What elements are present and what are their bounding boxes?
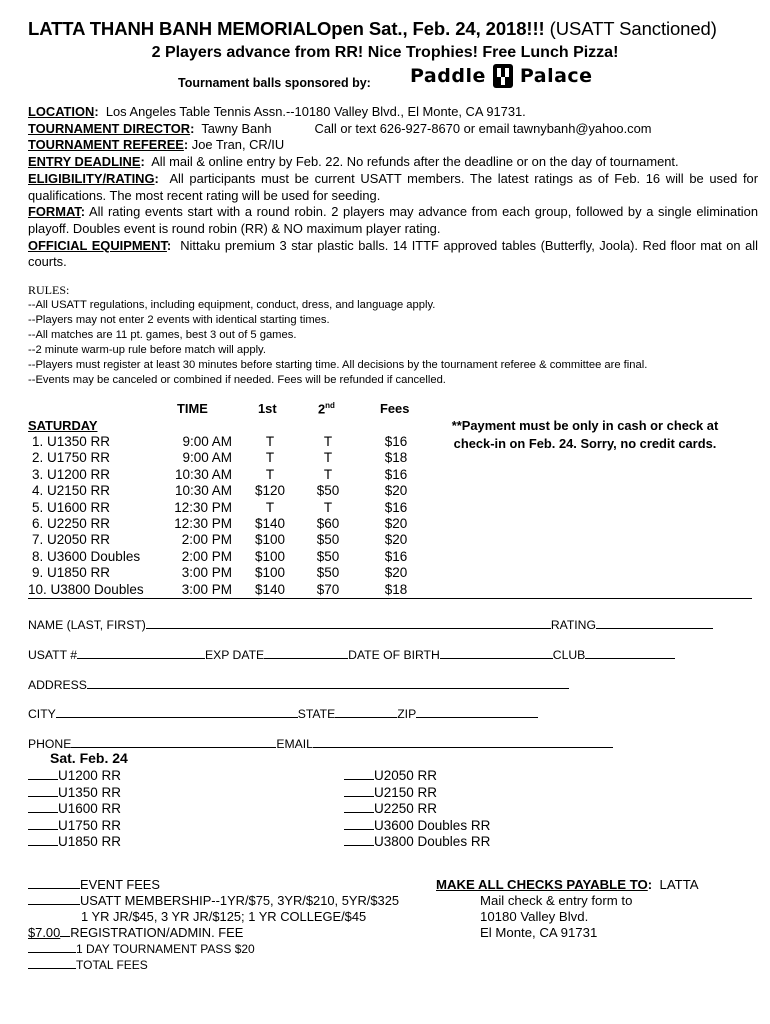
eligibility-label: ELIGIBILITY/RATING [28, 170, 155, 186]
second-prize: $50 [316, 483, 340, 499]
event-choice-label: U3800 Doubles RR [374, 834, 491, 849]
logo-text-left: Paddle [410, 65, 486, 87]
col-second-base: 2 [318, 401, 326, 417]
first-prize: $140 [254, 581, 286, 597]
payment-note-line: **Payment must be only in cash or check at [451, 418, 719, 433]
event-choice-label: U1200 RR [58, 768, 122, 783]
first-prize: T [265, 434, 275, 449]
payable-to-heading: MAKE ALL CHECKS PAYABLE TO [436, 877, 648, 892]
deadline-label: ENTRY DEADLINE [28, 154, 141, 170]
first-prize: $120 [254, 483, 286, 499]
first-prize: $100 [254, 565, 286, 581]
event-checkbox[interactable] [344, 834, 374, 846]
membership-label: USATT MEMBERSHIP--1YR/$75, 3YR/$210, 5YR/$325 [80, 893, 400, 908]
first-prize: T [265, 499, 275, 515]
deadline-line: ENTRY DEADLINE: All mail & online entry by Feb. 22. No refunds after the deadline or on the day of tournament. [28, 154, 679, 170]
exp-date-label: EXP DATE [205, 648, 265, 662]
second-prize: T [323, 499, 333, 515]
eligibility-value: All participants must be current USATT members. The latest ratings as of Feb. 16 will be used for qualifications. The most recent rating will be used for seeding. [28, 170, 758, 203]
event-fee: $16 [384, 499, 408, 515]
phone-field[interactable] [71, 736, 276, 748]
second-prize: T [323, 466, 333, 482]
admin-fee-row [28, 925, 399, 941]
rules-section [28, 283, 647, 388]
day-pass-row [28, 941, 399, 957]
sponsor-label: Tournament balls sponsored by: [178, 76, 371, 90]
first-prize: $100 [254, 532, 286, 548]
event-name: 7. U2050 RR [32, 532, 111, 548]
referee-line: TOURNAMENT REFEREE: Joe Tran, CR/IU [28, 137, 285, 153]
first-prize: T [265, 466, 275, 482]
second-prize: $50 [316, 532, 340, 548]
location-line: LOCATION: Los Angeles Table Tennis Assn.--10180 Valley Blvd., El Monte, CA 91731. [28, 104, 526, 119]
event-checkbox[interactable] [344, 801, 374, 813]
event-second-prize-column [306, 434, 350, 598]
admin-fee-underline [60, 925, 70, 937]
event-time: 2:00 PM [181, 548, 232, 564]
event-name: 3. U1200 RR [32, 466, 111, 482]
rule-item: --2 minute warm-up rule before match will apply. [28, 344, 266, 356]
format-line: FORMAT: All rating events start with a round robin. 2 players may advance from each group, followed by a single elimination playoff. Doubles event is round robin (RR) & NO maximum player rating. [28, 204, 758, 236]
membership-row [28, 893, 399, 909]
event-time: 9:00 AM [182, 434, 232, 449]
event-checkbox[interactable] [28, 834, 58, 846]
state-field[interactable] [335, 706, 397, 718]
event-choice[interactable] [344, 768, 490, 785]
col-fees-header: Fees [380, 401, 410, 416]
paddle-logo-icon [492, 63, 514, 89]
paddle-palace-logo [410, 62, 593, 90]
event-checkbox[interactable] [28, 801, 58, 813]
city-label: CITY [28, 707, 56, 721]
event-name: 2. U1750 RR [32, 450, 111, 466]
usatt-label: USATT # [28, 648, 77, 662]
membership-row-2: 1 YR JR/$45, 3 YR JR/$125; 1 YR COLLEGE/$45 [81, 909, 367, 924]
membership-field[interactable] [28, 893, 80, 905]
mail-instruction: Mail check & entry form to [480, 893, 633, 908]
event-fee: $18 [384, 450, 408, 466]
mail-address-2: El Monte, CA 91731 [480, 925, 598, 940]
payment-note [430, 417, 740, 453]
equipment-value: Nittaku premium 3 star plastic balls. 14 ITTF approved tables (Butterfly, Joola). Red floor mat on all courts. [28, 237, 759, 270]
event-choice-label: U3600 Doubles RR [374, 817, 491, 833]
first-prize: T [265, 450, 275, 466]
admin-fee-amount: $7.00 [28, 925, 61, 940]
event-choice[interactable] [28, 818, 121, 835]
director-label: TOURNAMENT DIRECTOR [28, 120, 191, 136]
event-fee: $18 [384, 581, 408, 597]
payment-info [436, 877, 699, 941]
name-field[interactable] [146, 617, 491, 629]
dob-field[interactable] [440, 647, 553, 659]
rule-item: --All USATT regulations, including equipment, conduct, dress, and language apply. [28, 299, 436, 311]
event-name: 9. U1850 RR [32, 565, 111, 581]
event-fee: $20 [384, 483, 408, 499]
event-choice-label: U1850 RR [58, 834, 122, 849]
address-field[interactable] [87, 677, 569, 689]
event-time: 10:30 AM [174, 466, 232, 482]
rating-field[interactable] [596, 617, 713, 629]
event-first-prize-column [248, 434, 292, 598]
phone-label: PHONE [28, 737, 72, 751]
subtitle: 2 Players advance from RR! Nice Trophies! Free Lunch Pizza! [151, 44, 619, 61]
total-fees-field[interactable] [28, 957, 76, 969]
phone-row [28, 736, 613, 751]
title-main: LATTA THANH BANH MEMORIALOpen Sat., Feb. 24, 2018!!! [28, 18, 550, 39]
event-time: 2:00 PM [181, 532, 232, 548]
rule-item: --Players must register at least 30 minutes before starting time. All decisions by the tournament referee & committee are final. [28, 359, 648, 371]
address-label: ADDRESS [28, 678, 87, 692]
col-second-header [318, 401, 335, 416]
event-time: 3:00 PM [181, 581, 232, 597]
rule-item: --Events may be canceled or combined if needed. Fees will be refunded if cancelled. [28, 374, 446, 386]
total-fees-label: TOTAL FEES [76, 958, 148, 972]
admin-fee-label: REGISTRATION/ADMIN. FEE [70, 925, 244, 940]
col-first-header: 1st [258, 401, 277, 416]
event-fees-row [28, 877, 399, 893]
event-fee-column [376, 434, 416, 598]
entry-left-list [28, 768, 121, 851]
event-fee: $16 [384, 466, 408, 482]
event-fee: $20 [384, 565, 408, 581]
event-choice[interactable] [344, 785, 490, 802]
event-fee: $20 [384, 516, 408, 532]
title-sanction: (USATT Sanctioned) [549, 18, 717, 39]
event-choice[interactable] [344, 801, 490, 818]
logo-text-right: Palace [519, 65, 593, 87]
payable-to-row: MAKE ALL CHECKS PAYABLE TO: LATTA [436, 877, 699, 892]
fees-section [28, 877, 399, 973]
event-fees-field[interactable] [28, 877, 80, 889]
event-name: 6. U2250 RR [32, 516, 111, 532]
total-fees-row [28, 957, 399, 973]
event-choice-label: U1350 RR [58, 784, 122, 800]
event-checkbox[interactable] [28, 818, 58, 830]
event-time: 12:30 PM [174, 516, 232, 532]
equipment-label: OFFICIAL EQUIPMENT [28, 237, 167, 253]
event-name: 10. U3800 Doubles [28, 581, 144, 597]
club-field[interactable] [585, 647, 675, 659]
equipment-line: OFFICIAL EQUIPMENT: Nittaku premium 3 star plastic balls. 14 ITTF approved tables (Butterfly, Joola). Red floor mat on all courts. [28, 237, 759, 270]
club-label: CLUB [552, 648, 586, 662]
format-label: FORMAT [28, 204, 81, 220]
event-time: 10:30 AM [174, 483, 232, 499]
second-prize: T [323, 450, 333, 466]
second-prize: $50 [316, 548, 340, 564]
event-fee: $20 [384, 532, 408, 548]
name-label: NAME (LAST, FIRST) [28, 618, 146, 632]
event-choice-label: U1750 RR [58, 817, 122, 833]
event-choice[interactable] [28, 801, 121, 818]
mail-address-1: 10180 Valley Blvd. [480, 909, 589, 924]
event-choice-label: U1600 RR [58, 801, 122, 816]
location-label: LOCATION [28, 104, 95, 119]
tournament-info [28, 104, 758, 271]
zip-field[interactable] [416, 706, 538, 718]
event-name: 4. U2150 RR [32, 483, 111, 499]
event-choice-label: U2050 RR [374, 768, 438, 783]
usatt-row [28, 647, 675, 662]
location-value: Los Angeles Table Tennis Assn.--10180 Valley Blvd., El Monte, CA 91731. [105, 104, 526, 119]
event-name: 1. U1350 RR [32, 434, 111, 449]
event-choice[interactable] [344, 818, 490, 835]
event-choice-label: U2150 RR [374, 784, 438, 800]
first-prize: $100 [254, 548, 286, 564]
event-checkbox[interactable] [344, 818, 374, 830]
rating-label: RATING [550, 618, 596, 632]
exp-date-field[interactable] [264, 647, 348, 659]
director-value: Tawny Banh [201, 120, 272, 136]
event-checkbox[interactable] [344, 785, 374, 797]
deadline-value: All mail & online entry by Feb. 22. No refunds after the deadline or on the day of tournament. [151, 154, 679, 170]
payment-note-line: check-in on Feb. 24. Sorry, no credit cards. [453, 436, 717, 451]
name-row [28, 617, 713, 632]
email-field[interactable] [313, 736, 613, 748]
second-prize: $60 [316, 516, 340, 532]
day-pass-label: 1 DAY TOURNAMENT PASS $20 [76, 942, 255, 956]
second-prize: T [323, 434, 333, 449]
event-time: 9:00 AM [182, 450, 232, 466]
entry-right-list [344, 768, 490, 851]
first-prize: $140 [254, 516, 286, 532]
rules-heading: RULES: [28, 283, 70, 297]
referee-label: TOURNAMENT REFEREE [28, 137, 184, 153]
state-label: STATE [297, 707, 336, 721]
event-name-column [28, 434, 148, 598]
event-name: 5. U1600 RR [32, 499, 111, 515]
event-name: 8. U3600 Doubles [32, 548, 141, 564]
event-checkbox[interactable] [28, 768, 58, 780]
event-fee: $16 [384, 548, 408, 564]
event-time: 12:30 PM [174, 499, 232, 515]
section-divider [28, 598, 752, 599]
col-second-sup: nd [325, 401, 335, 410]
day-pass-field[interactable] [28, 941, 76, 953]
city-row [28, 706, 538, 721]
eligibility-line: ELIGIBILITY/RATING: All participants must be current USATT members. The latest ratings as of Feb. 16 will be used for qualifications. The most recent rating will be used for seeding. [28, 170, 758, 203]
event-choice[interactable] [28, 785, 121, 802]
day-heading: SATURDAY [28, 418, 98, 433]
event-checkbox[interactable] [344, 768, 374, 780]
event-choice[interactable] [344, 834, 490, 851]
payable-to-name: LATTA [659, 877, 699, 892]
event-time-column [150, 434, 232, 598]
format-value: All rating events start with a round robin. 2 players may advance from each group, followed by a single elimination playoff. Doubles event is round robin (RR) & NO maximum player rating. [28, 204, 758, 236]
director-contact: Call or text 626-927-8670 or email tawnybanh@yahoo.com [314, 120, 652, 136]
usatt-field[interactable] [77, 647, 205, 659]
entry-day-heading: Sat. Feb. 24 [50, 750, 128, 766]
city-field[interactable] [56, 706, 298, 718]
email-label: EMAIL [276, 737, 313, 751]
event-choice[interactable] [28, 834, 121, 851]
referee-value: Joe Tran, CR/IU [191, 137, 285, 153]
second-prize: $50 [316, 565, 340, 581]
rule-item: --Players may not enter 2 events with identical starting times. [28, 314, 330, 326]
rule-item: --All matches are 11 pt. games, best 3 out of 5 games. [28, 329, 297, 341]
second-prize: $70 [316, 581, 340, 597]
dob-label: DATE OF BIRTH [348, 648, 440, 662]
col-time-header: TIME [177, 401, 208, 416]
event-fees-label: EVENT FEES [80, 877, 160, 892]
zip-label: ZIP [397, 707, 417, 721]
event-choice[interactable] [28, 768, 121, 785]
page-title [28, 18, 717, 40]
director-line: TOURNAMENT DIRECTOR: Tawny Banh Call or text 626-927-8670 or email tawnybanh@yahoo.com [28, 120, 652, 136]
event-checkbox[interactable] [28, 785, 58, 797]
address-row [28, 677, 569, 692]
name-field-extra[interactable] [491, 617, 551, 629]
event-choice-label: U2250 RR [374, 801, 438, 816]
event-time: 3:00 PM [181, 565, 232, 581]
event-fee: $16 [384, 434, 408, 449]
